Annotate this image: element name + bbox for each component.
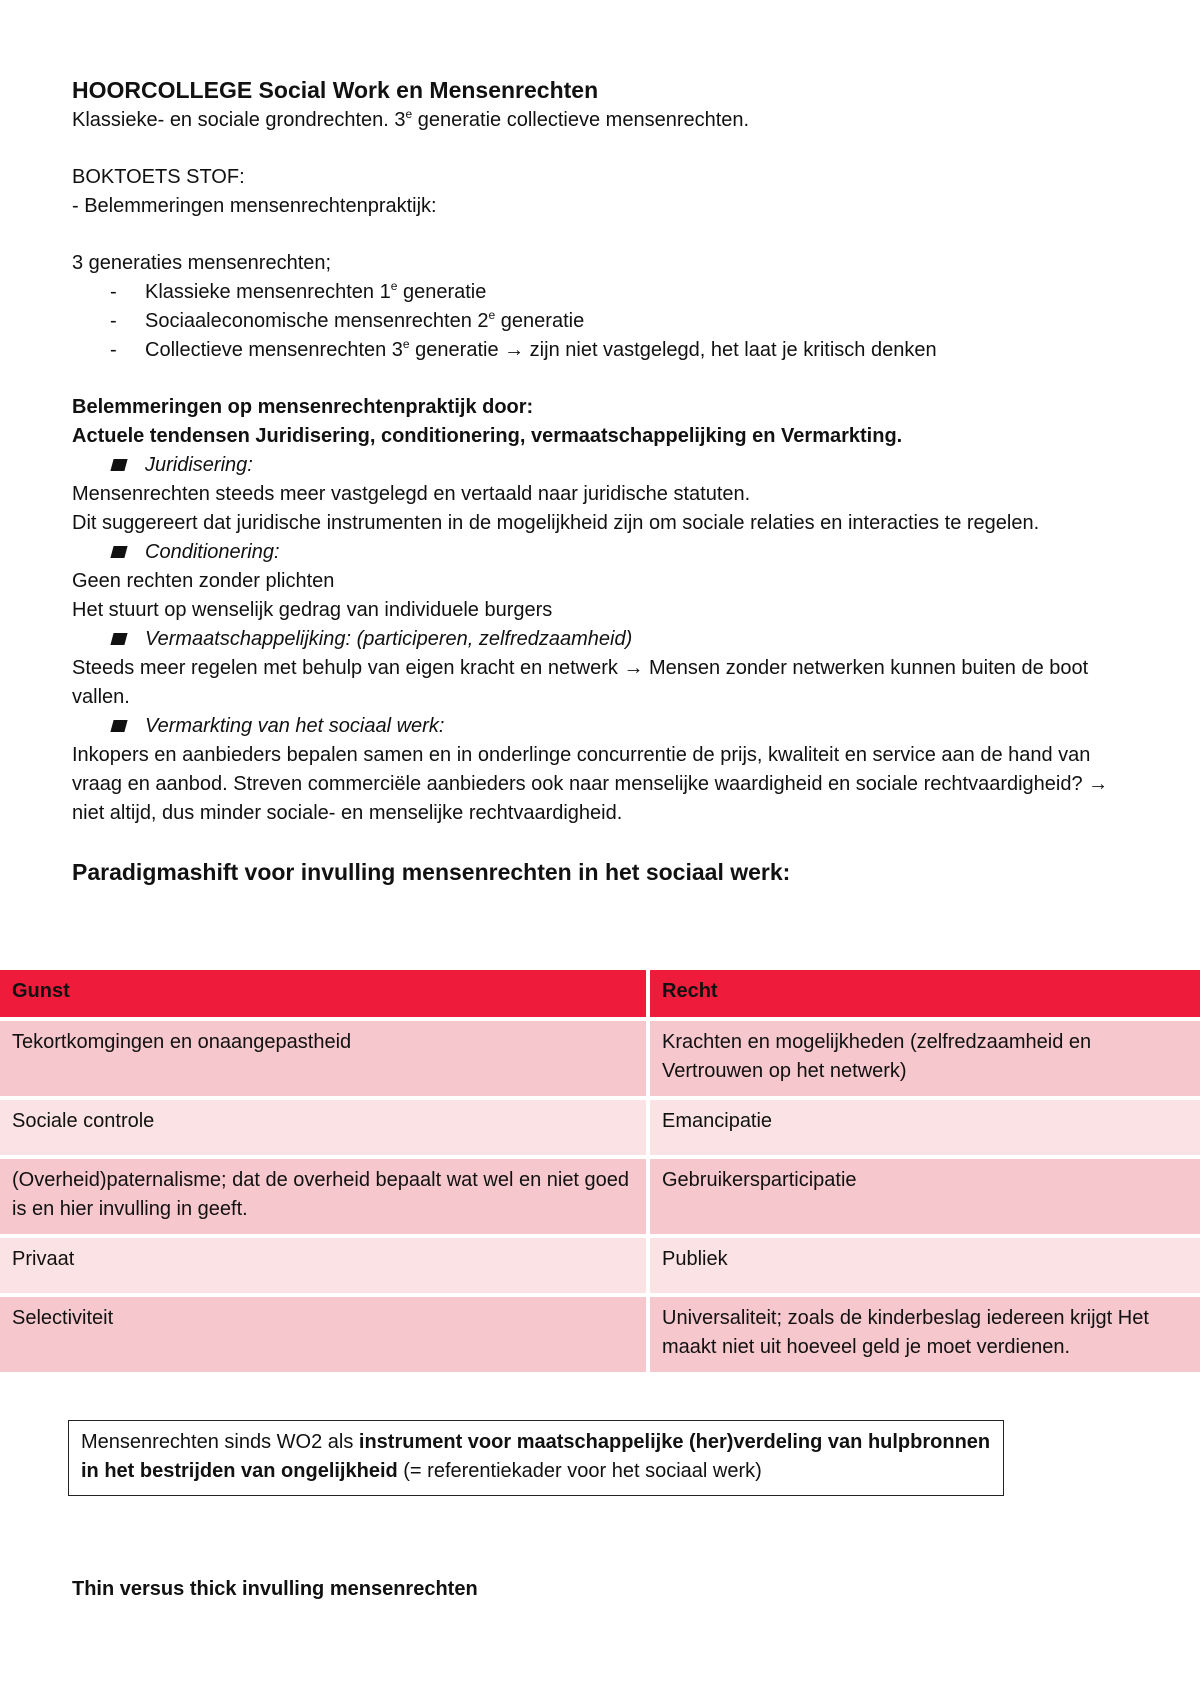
thin-thick-heading: Thin versus thick invulling mensenrechten — [72, 1578, 478, 1600]
arrow-right-icon: → — [1088, 773, 1109, 795]
header-recht: Recht — [650, 970, 1200, 1021]
table-cell: (Overheid)paternalisme; dat de overheid bepaalt wat wel en niet goed is en hier invulling in geeft. — [0, 1159, 650, 1238]
table-cell: Sociale controle — [0, 1100, 650, 1159]
generaties-heading: 3 generaties mensenrechten; — [72, 252, 332, 274]
table-row — [0, 1159, 1200, 1238]
page-title — [72, 74, 1132, 106]
table-cell: Selectiviteit — [0, 1297, 650, 1376]
box-text-bold: instrument voor maatschappelijke (her)verdeling van hulpbronnen in het bestrijden van ongelijkheid — [81, 1431, 991, 1482]
table-cell: Privaat — [0, 1238, 650, 1297]
vermarkting-text: Inkopers en aanbieders bepalen samen en in onderlinge concurrentie de prijs, kwaliteit en service aan de hand van vraag en aanbod. Streven commerciële aanbieders ook naar menselijke waardigheid en sociale rechtvaardigheid? → niet altijd, dus minder sociale- en menselijke rechtvaardigheid. — [72, 744, 1109, 824]
table-row — [0, 1238, 1200, 1297]
vermaatschappelijking-text: Steeds meer regelen met behulp van eigen kracht en netwerk → Mensen zonder netwerken kunnen buiten de boot vallen. — [72, 657, 1089, 708]
subtitle-part-b: generatie collectieve mensenrechten. — [412, 109, 750, 131]
table-cell: Universaliteit; zoals de kinderbeslag iedereen krijgt Het maakt niet uit hoeveel geld je moet verdienen. — [650, 1297, 1200, 1376]
square-bullet-icon — [110, 459, 127, 471]
table-row — [0, 1021, 1200, 1100]
belemmeringen-item: - Belemmeringen mensenrechtenpraktijk: — [72, 195, 437, 217]
paradigm-table — [0, 970, 1200, 1376]
table-cell: Emancipatie — [650, 1100, 1200, 1159]
conditionering-text-2: Het stuurt op wenselijk gedrag van individuele burgers — [72, 599, 553, 621]
square-bullet-icon — [110, 546, 127, 558]
generaties-list — [72, 278, 1132, 365]
list-item: - Sociaaleconomische mensenrechten 2e generatie — [72, 307, 1132, 336]
vermarkting-bullet: Vermarkting van het sociaal werk: — [72, 712, 1132, 741]
box-text-plain-2: (= referentiekader voor het sociaal werk) — [397, 1460, 762, 1482]
paradigm-heading: Paradigmashift voor invulling mensenrechten in het sociaal werk: — [72, 859, 791, 885]
conditionering-text-1: Geen rechten zonder plichten — [72, 570, 335, 592]
reference-box — [68, 1420, 1004, 1496]
table-cell: Publiek — [650, 1238, 1200, 1297]
boktoets-label: BOKTOETS STOF: — [72, 166, 245, 188]
subtitle-part-a: Klassieke- en sociale grondrechten. 3 — [72, 109, 406, 131]
title-prefix: HOORCOLLEGE — [72, 77, 253, 103]
list-item: - Klassieke mensenrechten 1e generatie — [72, 278, 1132, 307]
tendensen-heading: Actuele tendensen Juridisering, conditionering, vermaatschappelijking en Vermarkting. — [72, 425, 903, 447]
table-row — [0, 1100, 1200, 1159]
header-gunst: Gunst — [0, 970, 650, 1021]
table-cell: Gebruikersparticipatie — [650, 1159, 1200, 1238]
subtitle-sup: e — [405, 107, 413, 121]
document-page — [72, 74, 1132, 888]
table-cell: Krachten en mogelijkheden (zelfredzaamheid en Vertrouwen op het netwerk) — [650, 1021, 1200, 1100]
table-cell: Tekortkomgingen en onaangepastheid — [0, 1021, 650, 1100]
juridisering-text-1: Mensenrechten steeds meer vastgelegd en vertaald naar juridische statuten. — [72, 483, 751, 505]
juridisering-text-2: Dit suggereert dat juridische instrumenten in de mogelijkheid zijn om sociale relaties en interacties te regelen. — [72, 512, 1040, 534]
vermaatschappelijking-bullet: Vermaatschappelijking: (participeren, zelfredzaamheid) — [72, 625, 1132, 654]
table-row — [0, 1297, 1200, 1376]
belemmeringen-heading: Belemmeringen op mensenrechtenpraktijk door: — [72, 396, 534, 418]
square-bullet-icon — [110, 720, 127, 732]
arrow-right-icon: → — [623, 657, 644, 679]
arrow-right-icon: → — [504, 339, 525, 361]
table-header-row — [0, 970, 1200, 1021]
list-item: - Collectieve mensenrechten 3e generatie → zijn niet vastgelegd, het laat je kritisch denken — [72, 336, 1132, 365]
juridisering-bullet: Juridisering: — [72, 451, 1132, 480]
subtitle — [72, 106, 1132, 135]
conditionering-bullet: Conditionering: — [72, 538, 1132, 567]
square-bullet-icon — [110, 633, 127, 645]
box-text-plain: Mensenrechten sinds WO2 als — [81, 1431, 359, 1453]
title-rest: Social Work en Mensenrechten — [252, 77, 599, 103]
